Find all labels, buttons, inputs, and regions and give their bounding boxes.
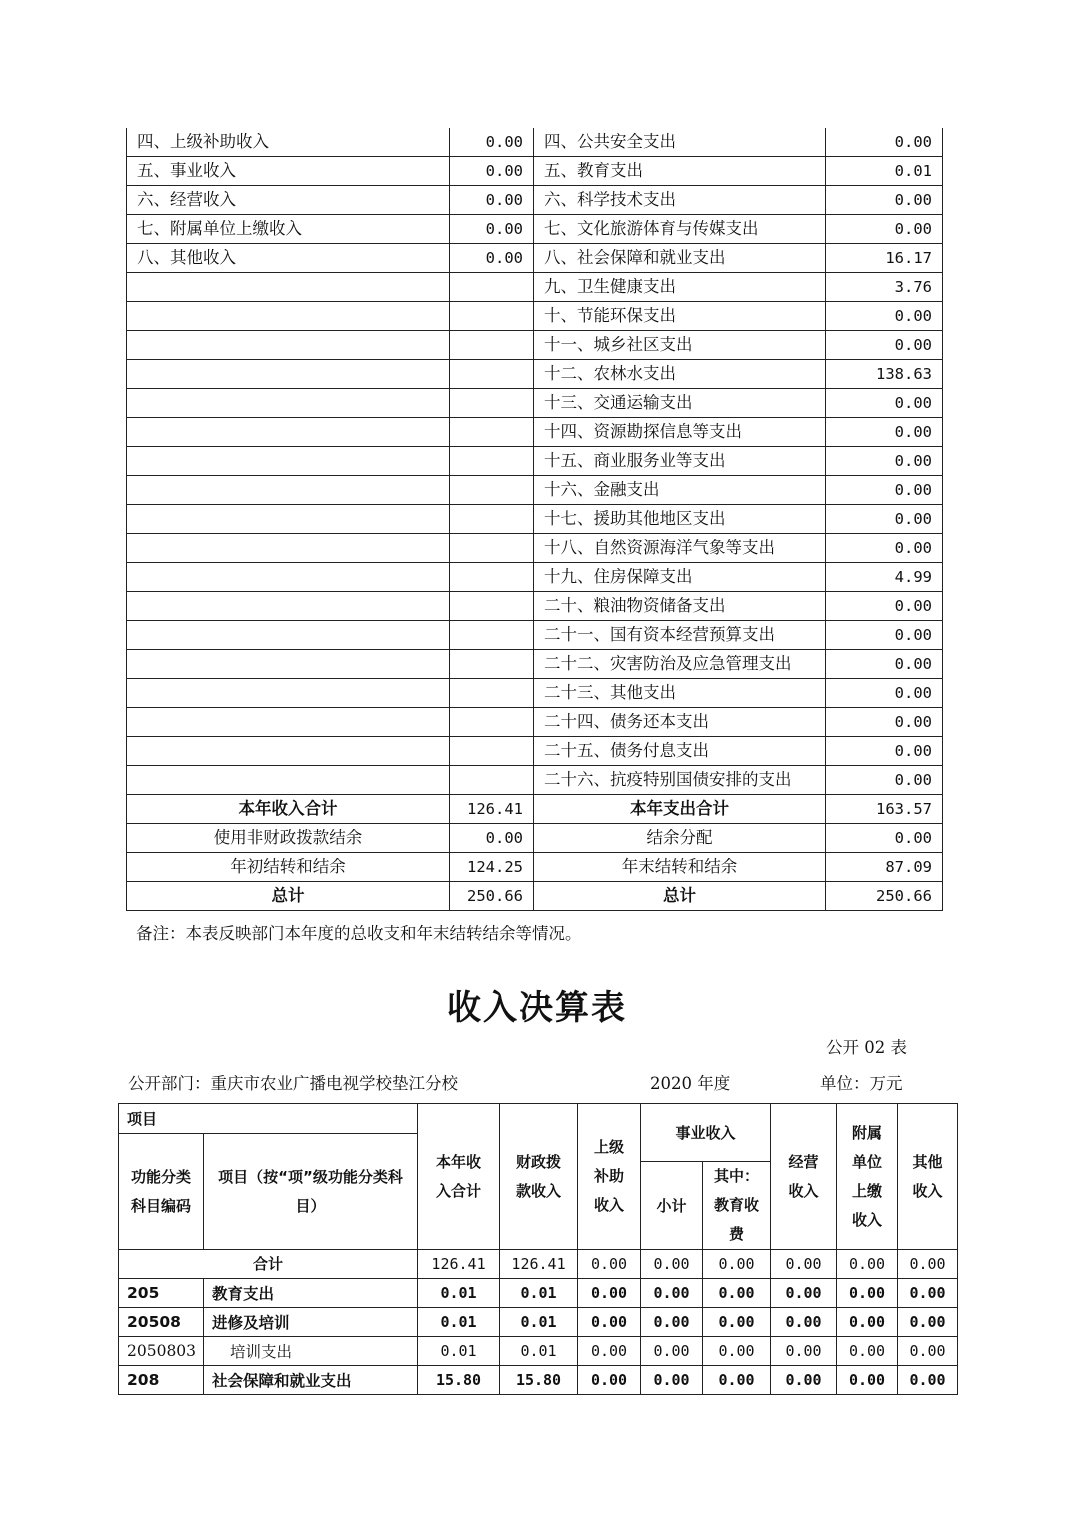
expense-label: 五、教育支出 [534, 157, 826, 186]
expense-label: 十一、城乡社区支出 [534, 331, 826, 360]
header-fiscal [500, 1104, 578, 1250]
expense-value: 0.00 [826, 505, 943, 534]
expense-label: 十三、交通运输支出 [534, 389, 826, 418]
income-value [450, 534, 534, 563]
expense-value: 0.00 [826, 476, 943, 505]
header-edu-fee-text: 其中：教育收费 [714, 1167, 760, 1243]
expense-value: 0.00 [826, 534, 943, 563]
income-label [127, 708, 450, 737]
income-label [127, 563, 450, 592]
total-expense-label: 总计 [534, 882, 826, 911]
summary-row [127, 418, 943, 447]
total-income-value: 124.25 [450, 853, 534, 882]
summary-row [127, 621, 943, 650]
income-row-value: 0.01 [418, 1279, 500, 1308]
income-row-value: 0.00 [771, 1308, 837, 1337]
header-total [418, 1104, 500, 1250]
income-value: 0.00 [450, 128, 534, 157]
income-row-code: 208 [119, 1366, 204, 1395]
income-row-value: 0.00 [578, 1279, 641, 1308]
summary-row [127, 186, 943, 215]
expense-label: 十五、商业服务业等支出 [534, 447, 826, 476]
income-value: 0.00 [450, 244, 534, 273]
summary-row [127, 476, 943, 505]
header-item: 项目 [119, 1104, 418, 1134]
income-total-value: 126.41 [500, 1250, 578, 1279]
total-income-value: 126.41 [450, 795, 534, 824]
expense-value: 0.00 [826, 215, 943, 244]
income-row [119, 1366, 958, 1395]
income-total-value: 126.41 [418, 1250, 500, 1279]
income-value [450, 302, 534, 331]
expense-label: 十二、农林水支出 [534, 360, 826, 389]
summary-row [127, 331, 943, 360]
total-income-value: 0.00 [450, 824, 534, 853]
income-row-name: 教育支出 [204, 1279, 418, 1308]
income-row-value: 0.00 [578, 1337, 641, 1366]
expense-label: 二十六、抗疫特别国债安排的支出 [534, 766, 826, 795]
income-row-value: 0.00 [898, 1279, 958, 1308]
unit-label: 单位：万元 [820, 1074, 903, 1093]
expense-value: 138.63 [826, 360, 943, 389]
income-total-row [119, 1250, 958, 1279]
income-value [450, 360, 534, 389]
income-value [450, 650, 534, 679]
summary-total-row [127, 824, 943, 853]
income-value: 0.00 [450, 157, 534, 186]
income-row-name: 进修及培训 [204, 1308, 418, 1337]
expense-label: 七、文化旅游体育与传媒支出 [534, 215, 826, 244]
income-total-value: 0.00 [703, 1250, 771, 1279]
expense-value: 16.17 [826, 244, 943, 273]
department-label: 公开部门：重庆市农业广播电视学校垫江分校 [128, 1074, 458, 1093]
income-row-value: 0.00 [898, 1337, 958, 1366]
income-value [450, 331, 534, 360]
income-row [119, 1279, 958, 1308]
income-row-value: 15.80 [418, 1366, 500, 1395]
summary-total-row [127, 853, 943, 882]
expense-label: 十八、自然资源海洋气象等支出 [534, 534, 826, 563]
expense-label: 六、科学技术支出 [534, 186, 826, 215]
summary-row [127, 563, 943, 592]
income-row-name: 培训支出 [204, 1337, 418, 1366]
income-row-value: 0.00 [898, 1308, 958, 1337]
expense-label: 二十二、灾害防治及应急管理支出 [534, 650, 826, 679]
income-row [119, 1308, 958, 1337]
expense-label: 十四、资源勘探信息等支出 [534, 418, 826, 447]
header-other [898, 1104, 958, 1250]
income-label [127, 621, 450, 650]
income-row-code: 2050803 [119, 1337, 204, 1366]
income-total-label: 合计 [119, 1250, 418, 1279]
summary-row [127, 592, 943, 621]
total-expense-label: 本年支出合计 [534, 795, 826, 824]
total-expense-value: 250.66 [826, 882, 943, 911]
summary-total-row [127, 795, 943, 824]
summary-row [127, 650, 943, 679]
income-row-value: 0.00 [771, 1279, 837, 1308]
income-label [127, 737, 450, 766]
income-label [127, 650, 450, 679]
header-name [204, 1134, 418, 1250]
income-row-name: 社会保障和就业支出 [204, 1366, 418, 1395]
header-other-text: 其他收入 [912, 1152, 943, 1200]
income-row-value: 0.00 [641, 1308, 703, 1337]
income-row-value: 0.00 [578, 1366, 641, 1395]
summary-row [127, 447, 943, 476]
summary-total-row [127, 882, 943, 911]
income-row [119, 1337, 958, 1366]
expense-label: 十六、金融支出 [534, 476, 826, 505]
expense-value: 0.00 [826, 331, 943, 360]
income-label [127, 534, 450, 563]
income-value: 0.00 [450, 186, 534, 215]
expense-label: 二十、粮油物资储备支出 [534, 592, 826, 621]
header-name-text: 项目（按“项”级功能分类科目） [218, 1167, 403, 1215]
income-row-value: 0.00 [703, 1308, 771, 1337]
total-income-label: 使用非财政拨款结余 [127, 824, 450, 853]
income-label [127, 679, 450, 708]
income-row-value: 0.00 [641, 1337, 703, 1366]
expense-value: 0.00 [826, 679, 943, 708]
summary-row [127, 244, 943, 273]
income-label [127, 389, 450, 418]
summary-row [127, 708, 943, 737]
table-note: 备注：本表反映部门本年度的总收支和年末结转结余等情况。 [136, 924, 582, 943]
summary-row [127, 679, 943, 708]
income-row-value: 0.00 [641, 1366, 703, 1395]
header-code-text: 功能分类科目编码 [130, 1167, 191, 1215]
expense-value: 0.00 [826, 621, 943, 650]
income-row-value: 0.00 [641, 1279, 703, 1308]
summary-row [127, 128, 943, 157]
summary-row [127, 389, 943, 418]
income-row-value: 0.01 [418, 1308, 500, 1337]
summary-row [127, 766, 943, 795]
summary-row [127, 302, 943, 331]
total-expense-label: 年末结转和结余 [534, 853, 826, 882]
income-label: 五、事业收入 [127, 157, 450, 186]
expense-label: 十七、援助其他地区支出 [534, 505, 826, 534]
income-label [127, 302, 450, 331]
expense-label: 二十五、债务付息支出 [534, 737, 826, 766]
summary-row [127, 215, 943, 244]
expense-value: 0.00 [826, 186, 943, 215]
income-row-value: 0.01 [500, 1279, 578, 1308]
total-expense-value: 163.57 [826, 795, 943, 824]
income-value [450, 679, 534, 708]
income-value [450, 418, 534, 447]
expense-value: 0.00 [826, 418, 943, 447]
total-income-value: 250.66 [450, 882, 534, 911]
income-value [450, 708, 534, 737]
income-value [450, 476, 534, 505]
expense-label: 十九、住房保障支出 [534, 563, 826, 592]
expense-value: 0.00 [826, 650, 943, 679]
page-title: 收入决算表 [447, 988, 627, 1028]
summary-row [127, 157, 943, 186]
total-expense-label: 结余分配 [534, 824, 826, 853]
header-fiscal-text: 财政拨款收入 [516, 1152, 562, 1200]
income-row-value: 0.00 [703, 1279, 771, 1308]
income-label [127, 766, 450, 795]
total-income-label: 总计 [127, 882, 450, 911]
income-row-value: 0.01 [418, 1337, 500, 1366]
income-label [127, 360, 450, 389]
income-value [450, 563, 534, 592]
expense-value: 0.00 [826, 389, 943, 418]
income-row-value: 0.00 [837, 1279, 898, 1308]
income-total-value: 0.00 [641, 1250, 703, 1279]
header-edu-fee [703, 1162, 771, 1250]
income-value [450, 505, 534, 534]
expense-label: 四、公共安全支出 [534, 128, 826, 157]
income-label [127, 418, 450, 447]
income-row-value: 0.00 [837, 1366, 898, 1395]
income-row-value: 0.00 [898, 1366, 958, 1395]
summary-row [127, 534, 943, 563]
header-superior [578, 1104, 641, 1250]
year-label: 2020 年度 [650, 1074, 731, 1093]
total-expense-value: 87.09 [826, 853, 943, 882]
income-label: 八、其他收入 [127, 244, 450, 273]
header-code [119, 1134, 204, 1250]
total-income-label: 年初结转和结余 [127, 853, 450, 882]
table-number: 公开 02 表 [826, 1038, 907, 1057]
header-business: 事业收入 [641, 1104, 771, 1162]
expense-value: 0.01 [826, 157, 943, 186]
income-value: 0.00 [450, 215, 534, 244]
header-operating [771, 1104, 837, 1250]
income-value [450, 389, 534, 418]
total-expense-value: 0.00 [826, 824, 943, 853]
expense-value: 0.00 [826, 737, 943, 766]
income-value [450, 273, 534, 302]
income-value [450, 737, 534, 766]
income-label [127, 592, 450, 621]
income-label [127, 273, 450, 302]
income-row-code: 205 [119, 1279, 204, 1308]
income-value [450, 621, 534, 650]
header-superior-text: 上级补助收入 [594, 1138, 625, 1214]
expense-value: 0.00 [826, 592, 943, 621]
expense-value: 0.00 [826, 766, 943, 795]
expense-value: 4.99 [826, 563, 943, 592]
expense-label: 二十一、国有资本经营预算支出 [534, 621, 826, 650]
summary-row [127, 360, 943, 389]
income-label [127, 476, 450, 505]
expense-value: 0.00 [826, 302, 943, 331]
income-total-value: 0.00 [898, 1250, 958, 1279]
header-total-text: 本年收入合计 [436, 1152, 482, 1200]
income-row-value: 0.00 [771, 1366, 837, 1395]
income-table [118, 1103, 958, 1395]
expense-value: 0.00 [826, 128, 943, 157]
income-label: 六、经营收入 [127, 186, 450, 215]
expense-value: 0.00 [826, 447, 943, 476]
expense-label: 十、节能环保支出 [534, 302, 826, 331]
total-income-label: 本年收入合计 [127, 795, 450, 824]
income-row-value: 0.00 [771, 1337, 837, 1366]
income-row-value: 0.01 [500, 1337, 578, 1366]
income-total-value: 0.00 [771, 1250, 837, 1279]
header-operating-text: 经营收入 [788, 1152, 819, 1200]
summary-row [127, 273, 943, 302]
expense-label: 八、社会保障和就业支出 [534, 244, 826, 273]
income-row-value: 0.00 [703, 1366, 771, 1395]
income-row-value: 0.00 [578, 1308, 641, 1337]
income-total-value: 0.00 [578, 1250, 641, 1279]
income-row-value: 0.01 [500, 1308, 578, 1337]
income-value [450, 592, 534, 621]
income-row-value: 0.00 [703, 1337, 771, 1366]
expense-label: 九、卫生健康支出 [534, 273, 826, 302]
expense-value: 0.00 [826, 708, 943, 737]
summary-row [127, 505, 943, 534]
income-label [127, 447, 450, 476]
summary-row [127, 737, 943, 766]
summary-table [126, 128, 943, 911]
header-affiliated-text: 附属单位上缴收入 [852, 1123, 883, 1229]
income-value [450, 766, 534, 795]
income-row-value: 15.80 [500, 1366, 578, 1395]
income-row-code: 20508 [119, 1308, 204, 1337]
income-label: 四、上级补助收入 [127, 128, 450, 157]
header-subtotal: 小计 [641, 1162, 703, 1250]
income-total-value: 0.00 [837, 1250, 898, 1279]
income-value [450, 447, 534, 476]
income-row-value: 0.00 [837, 1337, 898, 1366]
expense-value: 3.76 [826, 273, 943, 302]
income-label [127, 331, 450, 360]
income-label: 七、附属单位上缴收入 [127, 215, 450, 244]
expense-label: 二十四、债务还本支出 [534, 708, 826, 737]
income-label [127, 505, 450, 534]
income-row-value: 0.00 [837, 1308, 898, 1337]
header-affiliated [837, 1104, 898, 1250]
expense-label: 二十三、其他支出 [534, 679, 826, 708]
